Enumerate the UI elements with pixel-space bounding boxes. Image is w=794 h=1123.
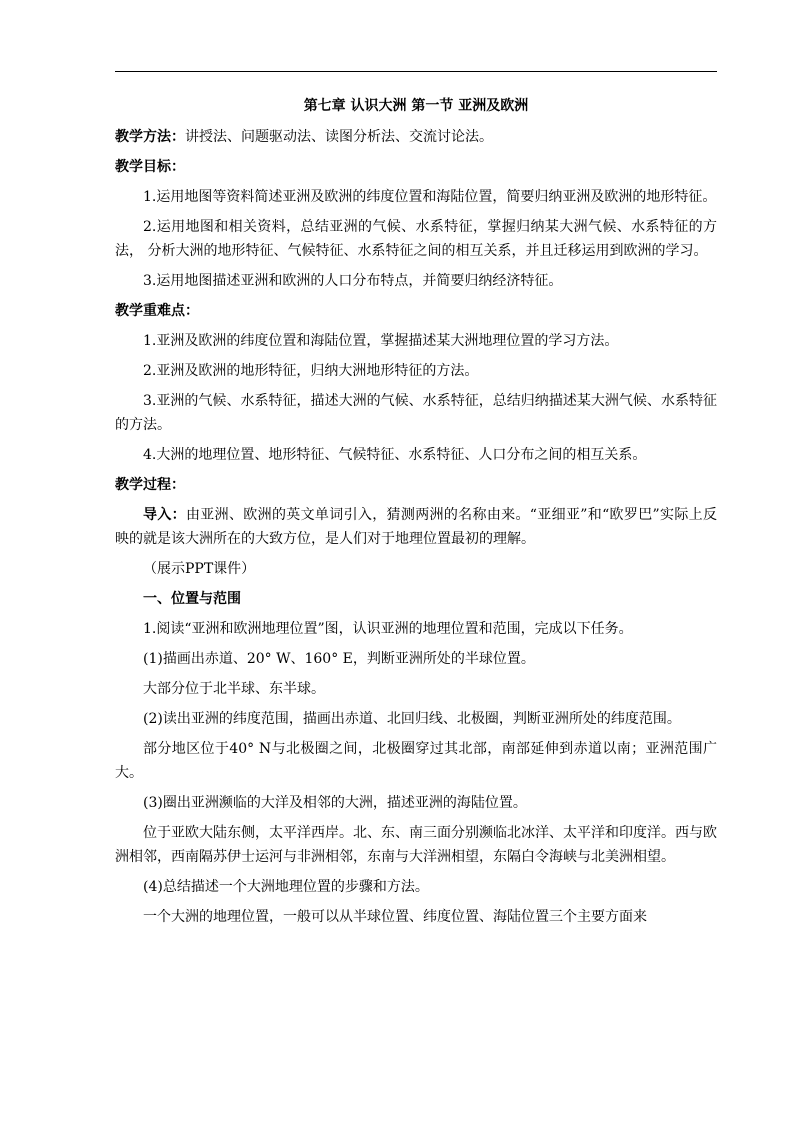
header-rule [115, 71, 717, 72]
process-paragraph: (3)圈出亚洲濒临的大洋及相邻的大洲，描述亚洲的海陆位置。 [143, 795, 527, 811]
intro-paragraph [115, 503, 717, 551]
teaching-method-label: 教学方法： [115, 129, 185, 145]
key-point-item: 2.亚洲及欧洲的地形特征，归纳大洲地形特征的方法。 [143, 363, 479, 379]
ppt-note: （展示PPT课件） [143, 561, 256, 577]
key-point-item: 4.大洲的地理位置、地形特征、气候特征、水系特征、人口分布之间的相互关系。 [143, 447, 647, 463]
intro-text: 由亚洲、欧洲的英文单词引入，猜测两洲的名称由来。“亚细亚”和“欧罗巴”实际上反映的就是该大洲所在的大致方位，是人们对于地理位置最初的理解。 [115, 507, 717, 547]
key-point-item: 3.亚洲的气候、水系特征，描述大洲的气候、水系特征，总结归纳描述某大洲气候、水系特征的方法。 [115, 393, 717, 433]
goal-item: 2.运用地图和相关资料，总结亚洲的气候、水系特征，掌握归纳某大洲气候、水系特征的方法， 分析大洲的地形特征、气候特征、水系特征之间的相互关系，并且迁移运用到欧洲的学习。 [115, 219, 717, 259]
process-paragraph: (2)读出亚洲的纬度范围，描画出赤道、北回归线、北极圈，判断亚洲所处的纬度范围。 [143, 711, 681, 727]
intro-label: 导入： [143, 507, 186, 523]
section-heading: 一、位置与范围 [143, 591, 241, 607]
document-body [115, 125, 717, 935]
process-paragraph: 一个大洲的地理位置，一般可以从半球位置、纬度位置、海陆位置三个主要方面来 [143, 909, 647, 925]
process-paragraph: (1)描画出赤道、20° W、160° E，判断亚洲所处的半球位置。 [143, 651, 535, 667]
document-title: 第七章 认识大洲 第一节 亚洲及欧洲 [303, 98, 529, 114]
process-paragraph: 1.阅读“亚洲和欧洲地理位置”图，认识亚洲的地理位置和范围，完成以下任务。 [143, 621, 633, 637]
goal-item: 3.运用地图描述亚洲和欧洲的人口分布特点，并简要归纳经济特征。 [143, 273, 563, 289]
teaching-method [115, 125, 717, 149]
process-paragraph: 位于亚欧大陆东侧，太平洋西岸。北、东、南三面分别濒临北冰洋、太平洋和印度洋。西与欧洲相邻，西南隔苏伊士运河与非洲相邻，东南与大洋洲相望，东隔白令海峡与北美洲相望。 [115, 825, 717, 865]
teaching-process-heading: 教学过程： [115, 477, 185, 493]
process-paragraph: (4)总结描述一个大洲地理位置的步骤和方法。 [143, 879, 429, 895]
goal-item: 1.运用地图等资料简述亚洲及欧洲的纬度位置和海陆位置，简要归纳亚洲及欧洲的地形特征。 [143, 189, 717, 205]
teaching-goals-heading: 教学目标： [115, 159, 185, 175]
teaching-method-text: 讲授法、问题驱动法、读图分析法、交流讨论法。 [185, 129, 493, 145]
process-paragraph: 大部分位于北半球、东半球。 [143, 681, 325, 697]
process-paragraph: 部分地区位于40° N与北极圈之间，北极圈穿过其北部，南部延伸到赤道以南；亚洲范围广大。 [115, 741, 717, 781]
key-points-heading: 教学重难点： [115, 303, 199, 319]
key-point-item: 1.亚洲及欧洲的纬度位置和海陆位置，掌握描述某大洲地理位置的学习方法。 [143, 333, 619, 349]
